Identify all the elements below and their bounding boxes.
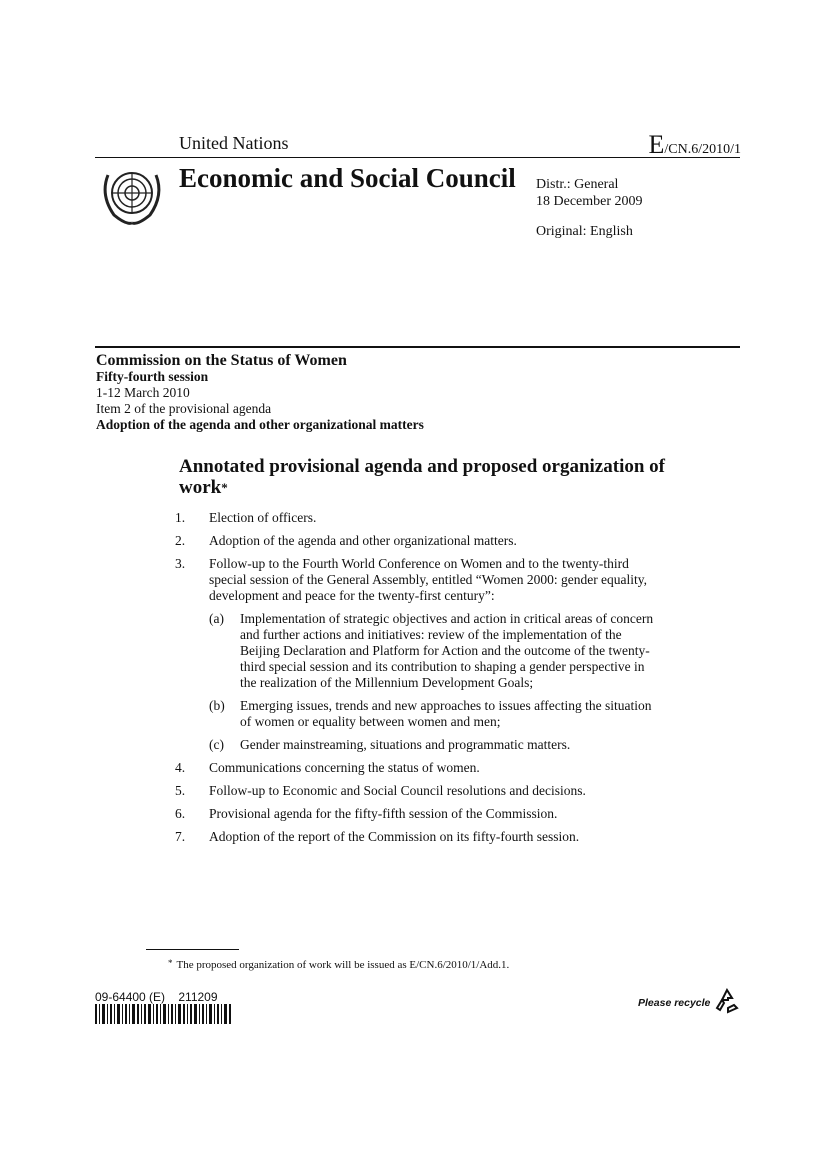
document-title bbox=[179, 456, 679, 498]
council-title: Economic and Social Council bbox=[179, 163, 516, 193]
organization-name: United Nations bbox=[179, 133, 289, 153]
commission-name: Commission on the Status of Women bbox=[96, 352, 347, 369]
subitem-text: Implementation of strategic objectives and action in critical areas of concern and further actions and initiatives: review of the implementation of the Beijing Declaration and Platform for Action and the outcome of the twenty-third special session and its contribution to shaping a gender perspective in the realization of the Millennium Development Goals; bbox=[240, 611, 654, 690]
subitem-label: (a) bbox=[209, 611, 224, 626]
agenda-item-text: Provisional agenda for the fifty-fifth session of the Commission. bbox=[209, 806, 558, 821]
agenda-item bbox=[175, 829, 655, 845]
title-footnote-marker: * bbox=[221, 480, 228, 495]
agenda-item bbox=[175, 783, 655, 799]
footnote bbox=[168, 958, 509, 971]
agenda-item bbox=[175, 806, 655, 822]
session-dates: 1-12 March 2010 bbox=[96, 385, 190, 400]
agenda-item-number: 3. bbox=[175, 556, 186, 571]
agenda-item bbox=[175, 533, 655, 549]
original-label: Original: bbox=[536, 224, 587, 239]
agenda-item-number: 1. bbox=[175, 510, 186, 525]
symbol-rest: /CN.6/2010/1 bbox=[664, 142, 741, 157]
subitem-label: (c) bbox=[209, 737, 224, 752]
document-symbol bbox=[648, 130, 741, 160]
un-emblem-icon bbox=[96, 165, 168, 227]
agenda-item-number: 2. bbox=[175, 533, 186, 548]
agenda-item-text: Follow-up to Economic and Social Council resolutions and decisions. bbox=[209, 783, 586, 798]
symbol-prefix: E bbox=[648, 130, 665, 159]
agenda-item-number: 4. bbox=[175, 760, 186, 775]
agenda-item-text: Adoption of the report of the Commission on its fifty-fourth session. bbox=[209, 829, 580, 844]
agenda-subitem bbox=[209, 611, 655, 691]
agenda-item bbox=[175, 556, 655, 753]
subitem-label: (b) bbox=[209, 698, 225, 713]
agenda-item-number: 7. bbox=[175, 829, 186, 844]
agenda-item-title: Adoption of the agenda and other organizational matters bbox=[96, 417, 424, 432]
agenda-item-text: Communications concerning the status of women. bbox=[209, 760, 480, 775]
distribution-block bbox=[536, 176, 643, 210]
recycle-icon bbox=[714, 988, 740, 1014]
barcode-icon bbox=[95, 1004, 231, 1024]
commission-block bbox=[96, 353, 424, 433]
recycle-note: Please recycle bbox=[638, 997, 711, 1009]
distribution: Distr.: General bbox=[536, 177, 619, 192]
agenda-item-number: 6. bbox=[175, 806, 186, 821]
job-number: 09-64400 (E) 211209 bbox=[95, 990, 218, 1004]
agenda-item-text: Follow-up to the Fourth World Conference on Women and to the twenty-third special session of the General Assembly, entitled “Women 2000: gender equality, development and peace for the twenty-first century”: bbox=[209, 556, 648, 603]
agenda-subitem bbox=[209, 737, 655, 753]
footnote-marker: * bbox=[168, 958, 173, 968]
agenda-item-text: Election of officers. bbox=[209, 510, 317, 525]
subitem-text: Emerging issues, trends and new approaches to issues affecting the situation of women or equality between women and men; bbox=[240, 698, 652, 729]
session: Fifty-fourth session bbox=[96, 369, 209, 384]
agenda-subitem bbox=[209, 698, 655, 730]
original-language bbox=[536, 224, 633, 240]
header-rule bbox=[95, 157, 740, 158]
agenda-item bbox=[175, 510, 655, 526]
agenda-item bbox=[175, 760, 655, 776]
footnote-rule bbox=[146, 949, 239, 950]
subitem-text: Gender mainstreaming, situations and programmatic matters. bbox=[240, 737, 571, 752]
issue-date: 18 December 2009 bbox=[536, 194, 643, 209]
agenda-list bbox=[175, 510, 655, 852]
section-rule bbox=[95, 346, 740, 348]
agenda-item-number: 5. bbox=[175, 783, 186, 798]
title-text: Annotated provisional agenda and proposed organization of work bbox=[179, 456, 665, 498]
agenda-item-text: Adoption of the agenda and other organizational matters. bbox=[209, 533, 517, 548]
footnote-text: The proposed organization of work will be issued as E/CN.6/2010/1/Add.1. bbox=[176, 959, 510, 971]
original-value: English bbox=[590, 224, 633, 239]
agenda-item-ref: Item 2 of the provisional agenda bbox=[96, 401, 272, 416]
